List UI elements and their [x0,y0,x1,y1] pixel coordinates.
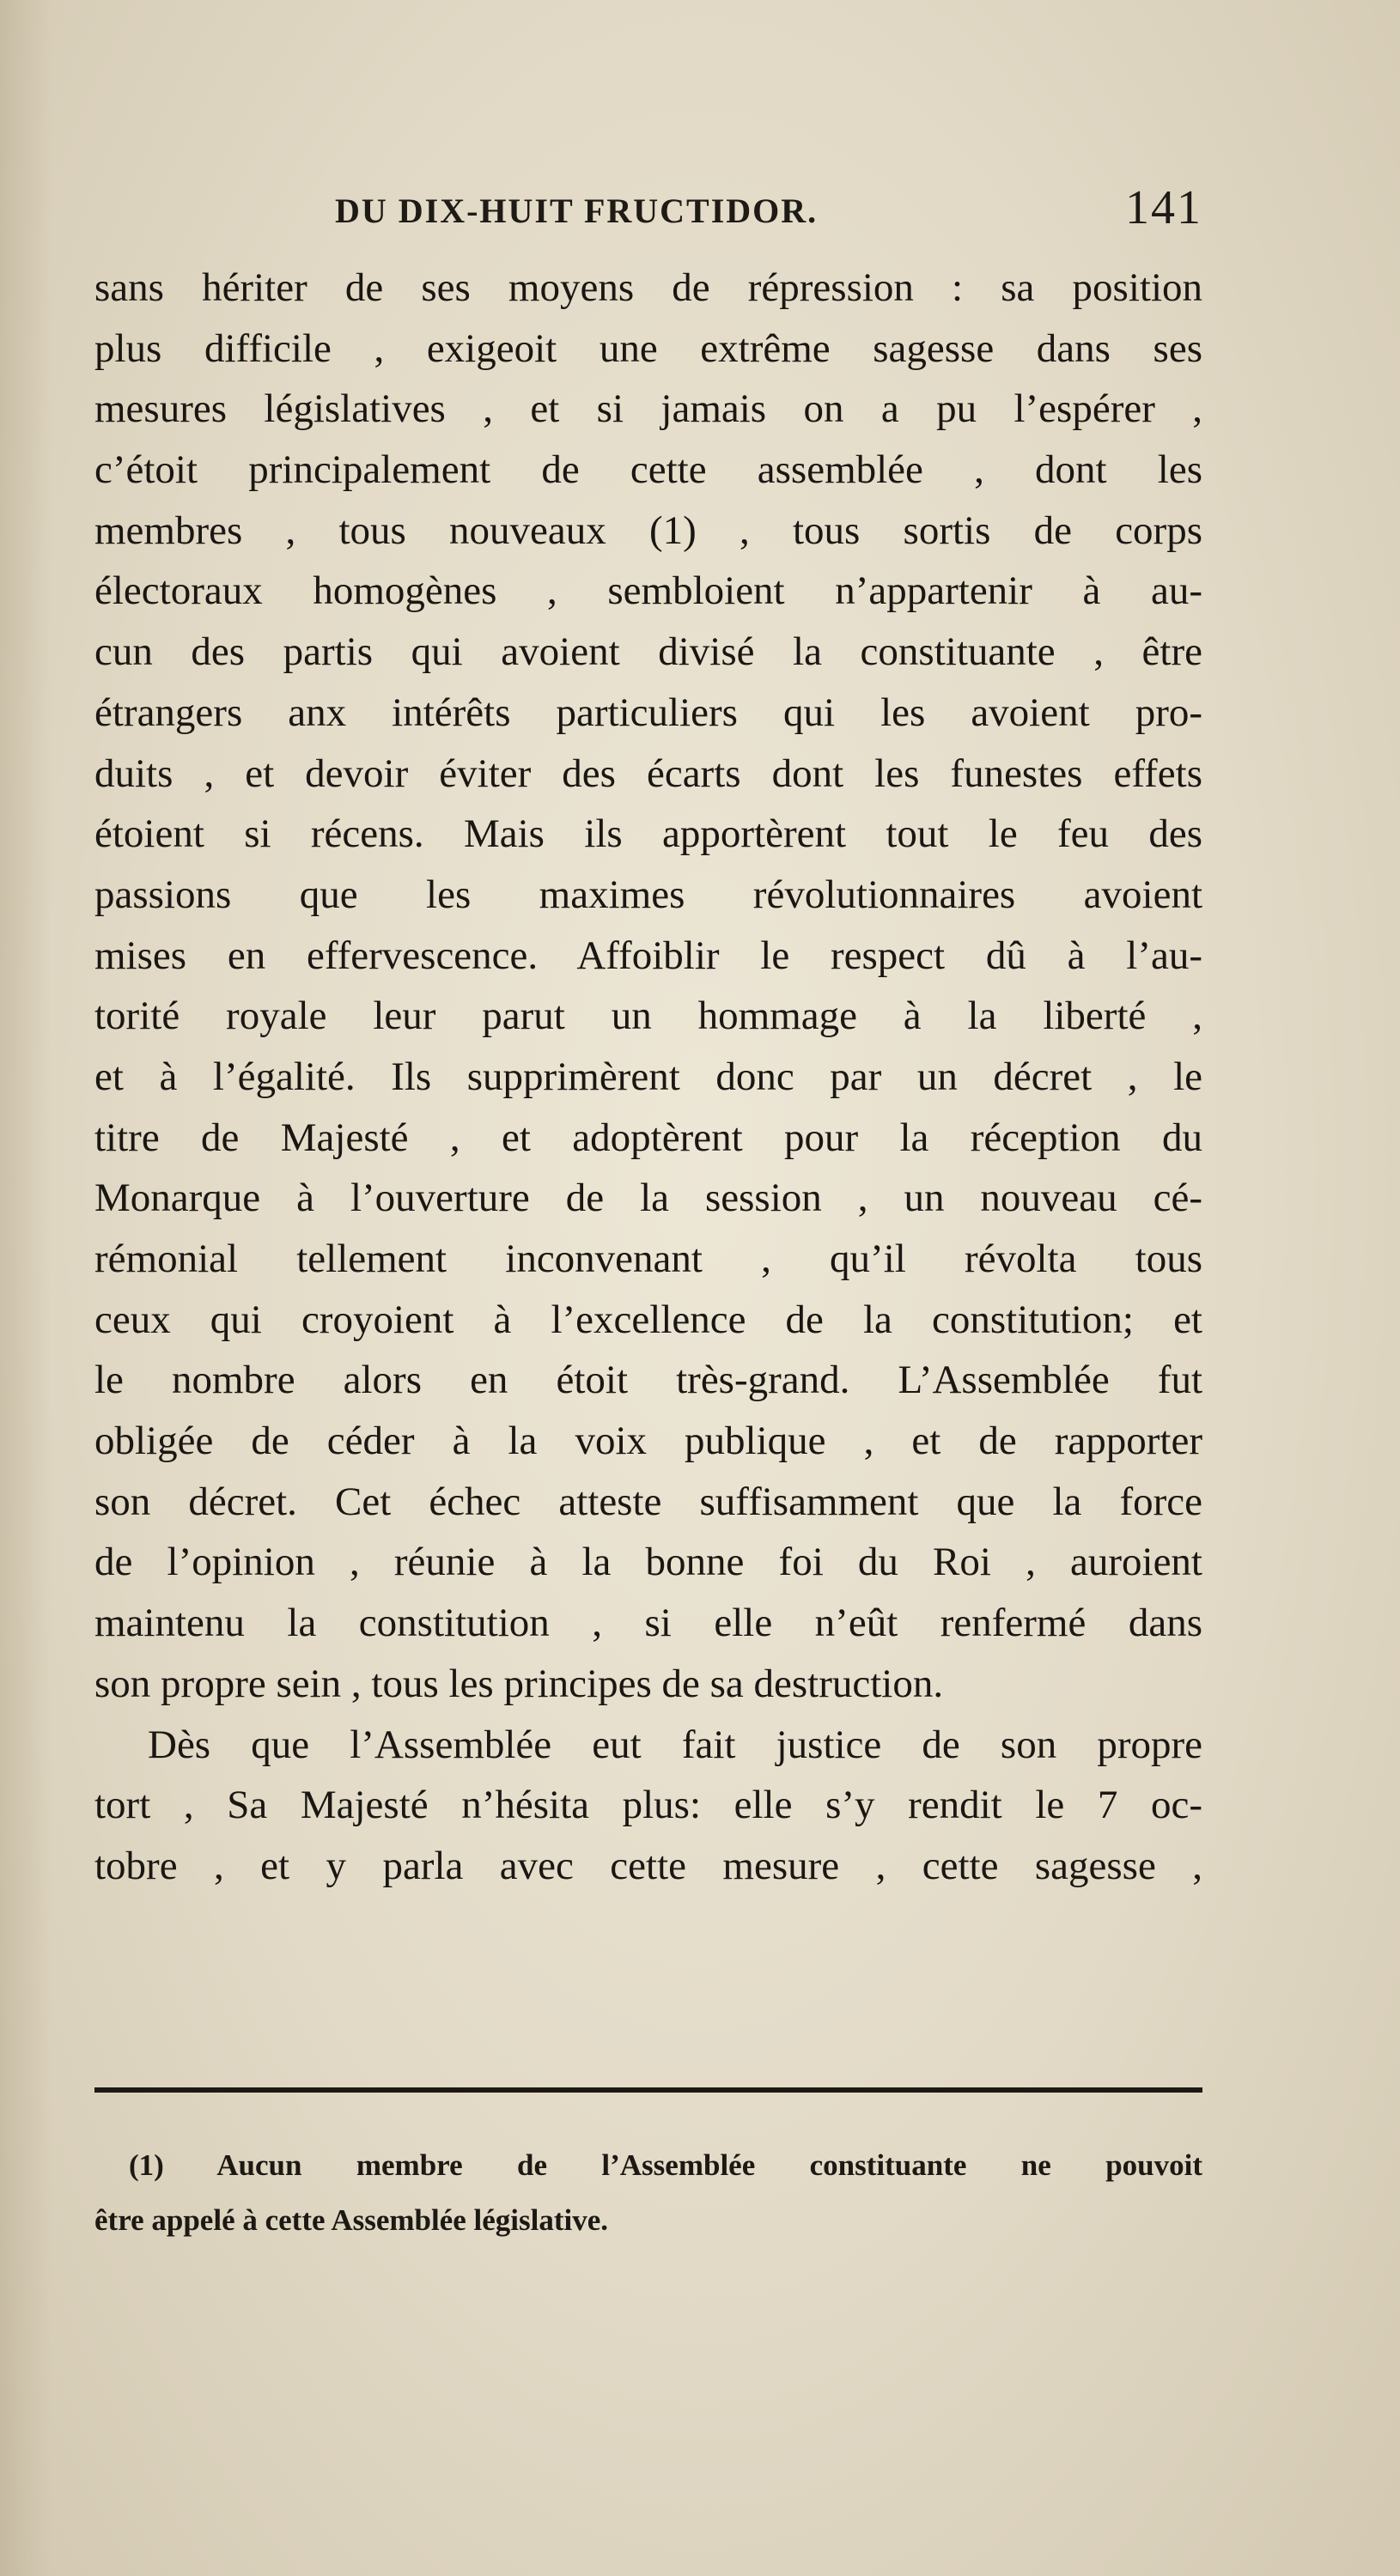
text-line: Dès que l’Assemblée eut fait justice de son propre [148,1722,1202,1767]
text-line: c’étoit principalement de cette assemblée , dont les [94,447,1202,493]
footnote-line: être appelé à cette Assemblée législative. [94,2203,609,2237]
text-line: tobre , et y parla avec cette mesure , cette sagesse , [94,1843,1202,1888]
text-line: de l’opinion , réunie à la bonne foi du Roi , auroient [94,1540,1202,1585]
text-line: électoraux homogènes , sembloient n’appartenir à au- [94,568,1202,614]
text-line: sans hériter de ses moyens de répression : sa position [94,265,1202,310]
footnote [94,2138,1202,2248]
text-line: mises en effervescence. Affoiblir le respect dû à l’au- [94,933,1202,978]
text-line: son décret. Cet échec atteste suffisamment que la force [94,1479,1202,1524]
text-line: Monarque à l’ouverture de la session , un nouveau cé- [94,1176,1202,1221]
text-line: ceux qui croyoient à l’excellence de la constitution; et [94,1297,1202,1342]
text-line: le nombre alors en étoit très-grand. L’Assemblée fut [94,1358,1202,1403]
page-header [94,172,1202,249]
footnote-line: (1) Aucun membre de l’Assemblée constituante ne pouvoit [129,2148,1202,2182]
text-line: plus difficile , exigeoit une extrême sagesse dans ses [94,325,1202,371]
text-line: tort , Sa Majesté n’hésita plus: elle s’y rendit le 7 oc- [94,1783,1202,1828]
text-line: titre de Majesté , et adoptèrent pour la réception du [94,1115,1202,1160]
page-number: 141 [1125,181,1202,234]
text-line: son propre sein , tous les principes de sa destruction. [94,1661,944,1706]
text-line: étrangers anx intérêts particuliers qui les avoient pro- [94,690,1202,735]
text-line: étoient si récens. Mais ils apportèrent tout le feu des [94,811,1202,857]
text-line: torité royale leur parut un hommage à la liberté , [94,993,1202,1039]
running-title: DU DIX-HUIT FRUCTIDOR. [335,191,819,230]
text-line: cun des partis qui avoient divisé la constituante , être [94,629,1202,675]
text-line: mesures législatives , et si jamais on a pu l’espérer , [94,386,1202,432]
text-line: membres , tous nouveaux (1) , tous sortis de corps [94,507,1202,553]
text-line: duits , et devoir éviter des écarts dont les funestes effets [94,750,1202,796]
text-line: passions que les maximes révolutionnaires avoient [94,872,1202,917]
body-text [94,258,1202,1897]
text-line: obligée de céder à la voix publique , et de rapporter [94,1419,1202,1464]
footnote-rule [94,2087,1202,2093]
text-line: maintenu la constitution , si elle n’eût renfermé dans [94,1601,1202,1646]
text-line: et à l’égalité. Ils supprimèrent donc par un décret , le [94,1054,1202,1099]
text-line: rémonial tellement inconvenant , qu’il révolta tous [94,1236,1202,1281]
